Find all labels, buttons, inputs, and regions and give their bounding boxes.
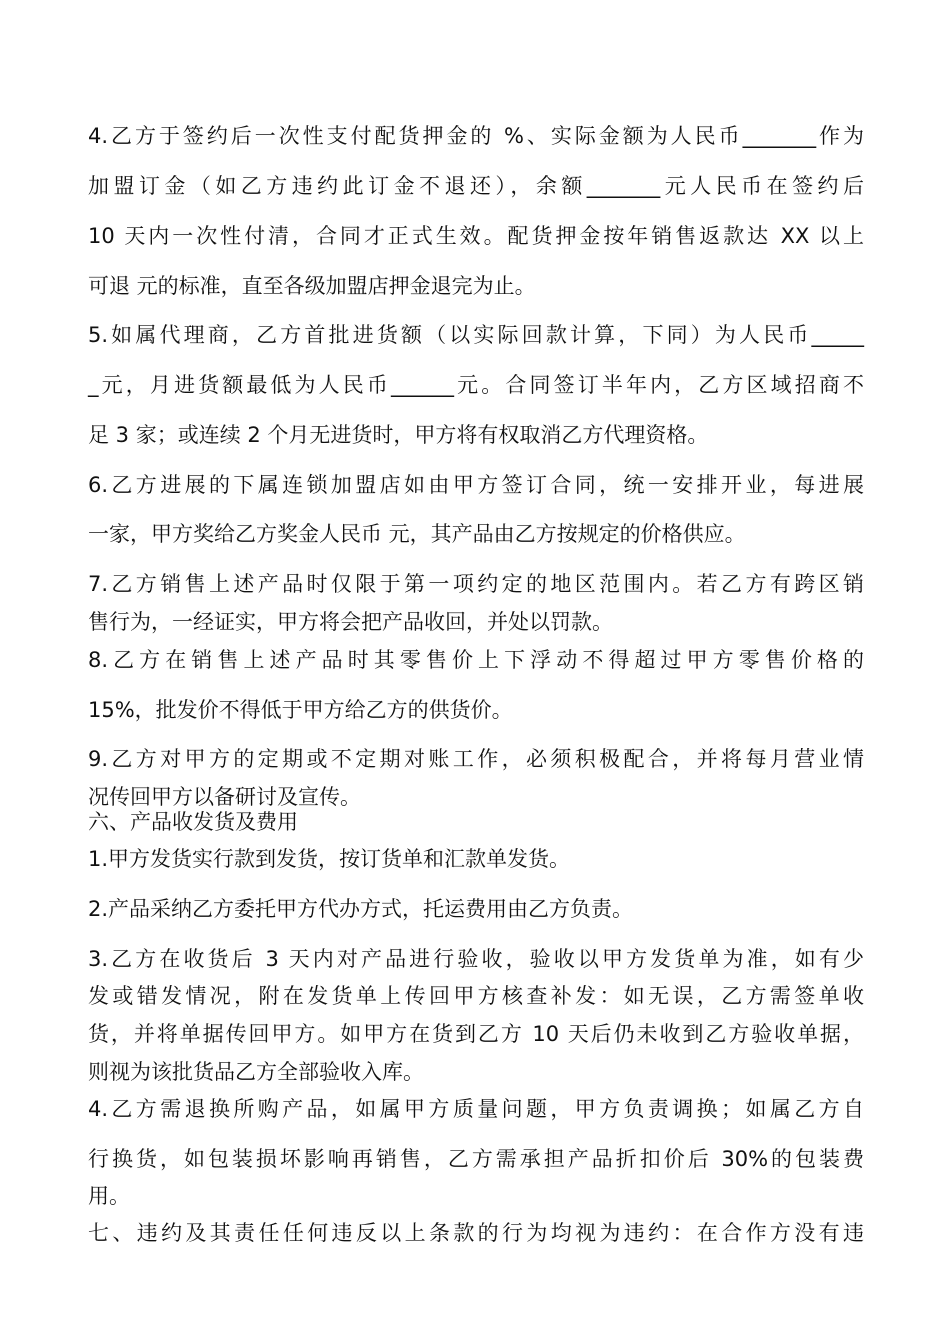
text-line: 9.乙方对甲方的定期或不定期对账工作，必须积极配合，并将每月营业情 <box>88 747 864 771</box>
text-line: 加盟订金（如乙方违约此订金不退还），余额_______元人民币在签约后 <box>88 174 864 198</box>
text-line: 行换货，如包装损坏影响再销售，乙方需承担产品折扣价后 30%的包装费 <box>88 1147 864 1171</box>
text-line: 发或错发情况，附在发货单上传回甲方核查补发：如无误，乙方需签单收 <box>88 984 864 1008</box>
text-line: _元，月进货额最低为人民币______元。合同签订半年内，乙方区域招商不 <box>88 373 864 397</box>
text-line: 可退 元的标准，直至各级加盟店押金退完为止。 <box>88 274 536 298</box>
text-line: 4.乙方需退换所购产品，如属甲方质量问题，甲方负责调换；如属乙方自 <box>88 1097 864 1121</box>
text-line: 4.乙方于签约后一次性支付配货押金的 %、实际金额为人民币_______作为 <box>88 124 864 148</box>
text-line: 1.甲方发货实行款到发货，按订货单和汇款单发货。 <box>88 847 571 871</box>
text-line: 6.乙方进展的下属连锁加盟店如由甲方签订合同，统一安排开业，每进展 <box>88 473 864 497</box>
text-line: 售行为，一经证实，甲方将会把产品收回，并处以罚款。 <box>88 610 613 634</box>
text-line: 一家，甲方奖给乙方奖金人民币 元，其产品由乙方按规定的价格供应。 <box>88 522 746 546</box>
section-heading: 七、违约及其责任任何违反以上条款的行为均视为违约：在合作方没有违 <box>88 1221 864 1245</box>
text-line: 3.乙方在收货后 3 天内对产品进行验收，验收以甲方发货单为准，如有少 <box>88 947 864 971</box>
section-heading: 六、产品收发货及费用 <box>88 810 298 834</box>
text-line: 5.如属代理商，乙方首批进货额（以实际回款计算，下同）为人民币_____ <box>88 323 864 347</box>
text-line: 货，并将单据传回甲方。如甲方在货到乙方 10 天后仍未收到乙方验收单据， <box>88 1022 864 1046</box>
text-line: 8.乙方在销售上述产品时其零售价上下浮动不得超过甲方零售价格的 <box>88 648 864 672</box>
text-line: 10 天内一次性付清，合同才正式生效。配货押金按年销售返款达 XX 以上 <box>88 224 864 248</box>
text-line: 15%，批发价不得低于甲方给乙方的供货价。 <box>88 698 513 722</box>
text-line: 况传回甲方以备研讨及宣传。 <box>88 785 361 809</box>
text-line: 7.乙方销售上述产品时仅限于第一项约定的地区范围内。若乙方有跨区销 <box>88 572 864 596</box>
text-line: 2.产品采纳乙方委托甲方代办方式，托运费用由乙方负责。 <box>88 897 634 921</box>
text-line: 则视为该批货品乙方全部验收入库。 <box>88 1060 424 1084</box>
text-line: 足 3 家；或连续 2 个月无进货时，甲方将有权取消乙方代理资格。 <box>88 423 709 447</box>
text-line: 用。 <box>88 1184 130 1208</box>
